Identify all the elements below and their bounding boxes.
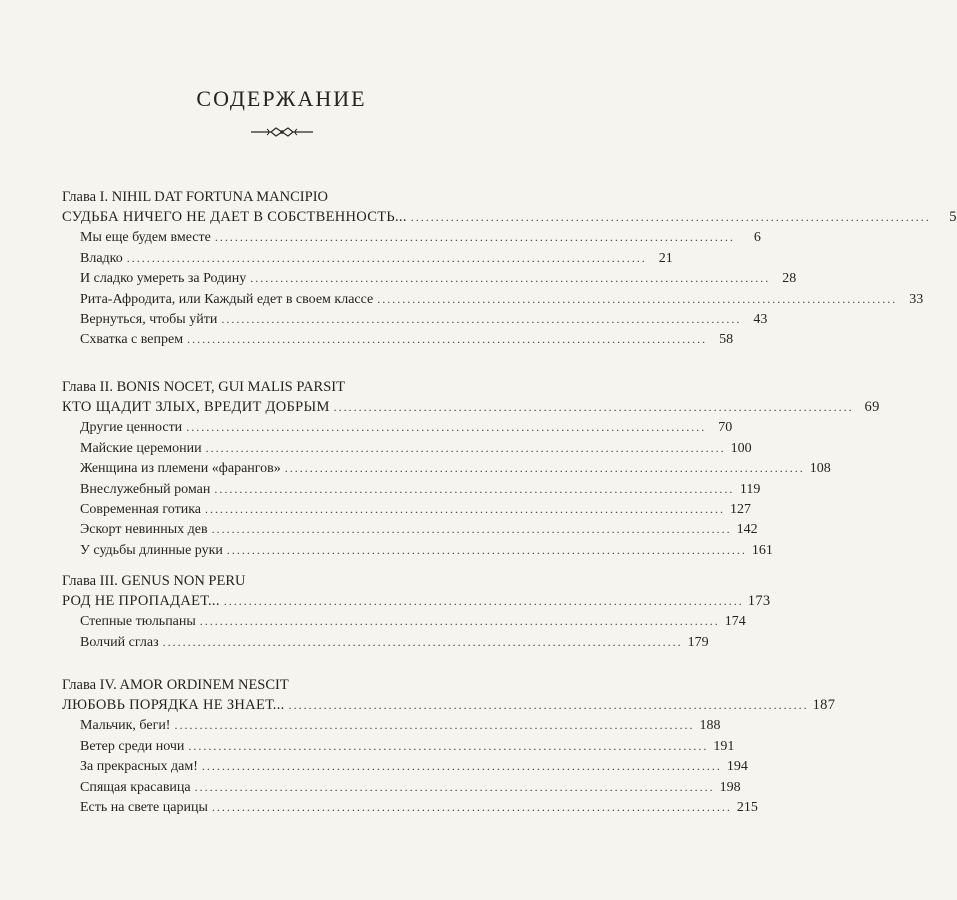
entry-page: 187 (812, 697, 836, 713)
dot-leader: ........................................................................................................ (284, 461, 805, 476)
toc-entry-main[interactable] (62, 398, 880, 418)
entry-page: 70 (718, 420, 733, 436)
entry-title: КТО ЩАДИТ ЗЛЫХ, ВРЕДИТ ДОБРЫМ (62, 399, 330, 415)
dot-leader: ........................................................................................................ (187, 332, 708, 347)
toc-entry[interactable] (62, 541, 773, 561)
entry-page: 108 (809, 461, 831, 477)
chapter-1 (62, 188, 957, 351)
entry-page: 188 (699, 718, 721, 734)
entry-title: За прекрасных дам! (80, 759, 198, 775)
dot-leader: ........................................................................................................ (205, 440, 726, 455)
entry-page: 5 (949, 209, 957, 225)
entry-title: Майские церемонии (80, 440, 202, 456)
dot-leader: ........................................................................................................ (194, 779, 715, 794)
dot-leader: ........................................................................................................ (333, 400, 854, 414)
toc-entry[interactable] (62, 716, 721, 736)
chapter-heading: Глава II. BONIS NOCET, GUI MALIS PARSIT (62, 379, 345, 395)
chapter-4 (62, 676, 836, 818)
entry-title: Другие ценности (80, 420, 183, 436)
dot-leader: ........................................................................................................ (211, 522, 732, 537)
dot-leader: ........................................................................................................ (205, 501, 725, 516)
entry-page: 43 (753, 311, 768, 327)
entry-page: 6 (753, 230, 761, 246)
entry-page: 58 (719, 332, 734, 348)
entry-title: Спящая красавица (80, 779, 191, 795)
entry-page: 100 (730, 440, 752, 456)
toc-entry-main[interactable] (62, 208, 957, 228)
entry-title: Вернуться, чтобы уйти (80, 311, 218, 327)
toc-entry[interactable] (62, 520, 758, 540)
toc-entry[interactable] (62, 310, 768, 330)
dot-leader: ........................................................................................................ (201, 759, 722, 774)
chapter-3 (62, 572, 771, 653)
dot-leader: ........................................................................................................ (214, 230, 735, 245)
toc-entry[interactable] (62, 612, 746, 632)
dot-leader: ........................................................................................................ (223, 594, 744, 608)
toc-entry[interactable] (62, 778, 741, 798)
toc-entry[interactable] (62, 228, 761, 248)
toc-entry[interactable] (62, 633, 709, 653)
page-title: СОДЕРЖАНИЕ (196, 86, 367, 111)
entry-title: ЛЮБОВЬ ПОРЯДКА НЕ ЗНАЕТ... (62, 697, 285, 713)
chapter-heading: Глава I. NIHIL DAT FORTUNA MANCIPIO (62, 189, 328, 205)
toc-entry[interactable] (62, 459, 831, 479)
entry-title: Есть на свете царицы (80, 799, 208, 815)
dot-leader: ........................................................................................................ (214, 481, 735, 496)
toc-entry[interactable] (62, 737, 735, 757)
entry-title: Волчий сглаз (80, 634, 159, 650)
entry-title: Мы еще будем вместе (80, 230, 211, 246)
dot-leader: ........................................................................................................ (377, 291, 898, 306)
entry-page: 33 (909, 291, 924, 307)
dot-leader: ........................................................................................................ (250, 271, 771, 286)
dot-leader: ........................................................................................................ (288, 698, 809, 712)
entry-title: Степные тюльпаны (80, 614, 196, 630)
dot-leader: ........................................................................................................ (226, 542, 747, 557)
ornament-divider-icon (249, 124, 315, 140)
entry-title: СУДЬБА НИЧЕГО НЕ ДАЕТ В СОБСТВЕННОСТЬ... (62, 209, 407, 225)
toc-entry[interactable] (62, 500, 751, 520)
entry-page: 69 (864, 399, 880, 415)
entry-page: 179 (687, 634, 709, 650)
entry-title: Современная готика (80, 501, 201, 517)
entry-page: 174 (724, 614, 746, 630)
entry-title: Внеслужебный роман (80, 481, 211, 497)
chapter-2 (62, 378, 880, 561)
entry-title: Женщина из племени «фарангов» (80, 461, 281, 477)
dot-leader: ........................................................................................................ (174, 718, 695, 733)
toc-entry-main[interactable] (62, 696, 836, 716)
entry-page: 161 (751, 542, 773, 558)
entry-title: Владко (80, 250, 123, 266)
dot-leader: ........................................................................................................ (211, 799, 732, 814)
toc-entry-main[interactable] (62, 592, 771, 612)
toc-entry[interactable] (62, 757, 748, 777)
entry-title: РОД НЕ ПРОПАДАЕТ... (62, 593, 220, 609)
dot-leader: ........................................................................................................ (221, 311, 742, 326)
entry-page: 142 (736, 522, 758, 538)
entry-page: 119 (739, 481, 761, 497)
entry-title: У судьбы длинные руки (80, 542, 223, 558)
entry-title: Эскорт невинных дев (80, 522, 208, 538)
chapter-heading: Глава III. GENUS NON PERU (62, 573, 246, 589)
dot-leader: ........................................................................................................ (186, 420, 707, 435)
chapter-heading: Глава IV. AMOR ORDINEM NESCIT (62, 677, 289, 693)
entry-title: Мальчик, беги! (80, 718, 171, 734)
entry-title: Рита-Афродита, или Каждый едет в своем классе (80, 291, 374, 307)
entry-title: И сладко умереть за Родину (80, 271, 247, 287)
dot-leader: ........................................................................................................ (199, 614, 720, 629)
dot-leader: ........................................................................................................ (410, 210, 931, 224)
entry-page: 191 (713, 738, 735, 754)
toc-entry[interactable] (62, 290, 924, 310)
dot-leader: ........................................................................................................ (162, 634, 683, 649)
entry-page: 198 (719, 779, 741, 795)
entry-page: 21 (658, 250, 673, 266)
toc-entry[interactable] (62, 798, 758, 818)
entry-page: 127 (730, 501, 751, 517)
toc-entry[interactable] (62, 480, 761, 500)
dot-leader: ........................................................................................................ (188, 738, 709, 753)
toc-entry[interactable] (62, 269, 797, 289)
entry-page: 215 (736, 799, 758, 815)
entry-page: 28 (782, 271, 797, 287)
toc-entry[interactable] (62, 249, 673, 269)
toc-entry[interactable] (62, 439, 752, 459)
entry-page: 173 (747, 593, 771, 609)
toc-entry[interactable] (62, 330, 734, 350)
dot-leader: ........................................................................................................ (126, 250, 647, 265)
toc-entry[interactable] (62, 418, 733, 438)
entry-title: Схватка с вепрем (80, 332, 184, 348)
entry-page: 194 (726, 759, 748, 775)
entry-title: Ветер среди ночи (80, 738, 185, 754)
